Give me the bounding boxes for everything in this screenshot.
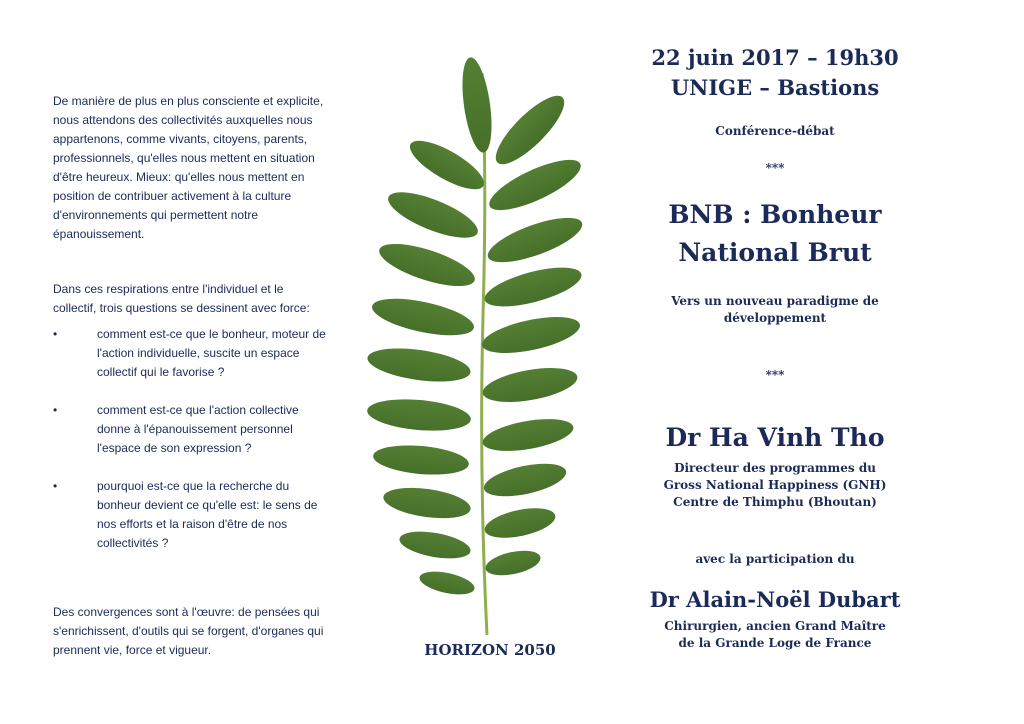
event-title	[620, 196, 930, 272]
questions-intro-paragraph: Dans ces respirations entre l'individuel et le collectif, trois questions se dessinent avec force:	[53, 282, 310, 315]
second-speaker-role-line-1: Chirurgien, ancien Grand Maître	[664, 619, 886, 633]
event-subtitle-line-2: développement	[723, 311, 827, 325]
separator-stars: ***	[765, 161, 785, 175]
speaker-role-line-3: Centre de Thimphu (Bhoutan)	[673, 495, 877, 509]
question-text-2: comment est-ce que l'action collective donne à l'épanouissement personnel l'espace de son expression ?	[97, 403, 299, 455]
speaker-role-line-1: Directeur des programmes du	[674, 461, 876, 475]
fern-leaf-icon	[355, 55, 585, 645]
participation-label: avec la participation du	[695, 552, 855, 566]
event-title-line-1: BNB : Bonheur	[668, 200, 882, 229]
question-text-3: pourquoi est-ce que la recherche du bonheur devient ce qu'elle est: le sens de nos efforts et la raison d'être de nos collectivités ?	[97, 479, 318, 550]
closing-paragraph: Des convergences sont à l'œuvre: de pensées qui s'enrichissent, d'outils qui se forgent, d'organes qui prennent vie, force et vigueur.	[53, 605, 324, 657]
event-type: Conférence-débat	[715, 124, 835, 138]
speaker-name: Dr Ha Vinh Tho	[665, 423, 885, 452]
event-subtitle-line-1: Vers un nouveau paradigme de	[671, 294, 879, 308]
bullet-marker: •	[53, 327, 58, 341]
event-subtitle	[620, 293, 930, 327]
event-date: 22 juin 2017 – 19h30	[651, 45, 899, 70]
bullet-marker: •	[53, 479, 58, 493]
bullet-marker: •	[53, 403, 58, 417]
event-title-line-2: National Brut	[678, 238, 872, 267]
separator-stars: ***	[765, 368, 785, 382]
horizon-label: HORIZON 2050	[424, 641, 556, 659]
speaker-role	[620, 460, 930, 511]
event-venue: UNIGE – Bastions	[670, 75, 880, 100]
speaker-role-line-2: Gross National Happiness (GNH)	[663, 478, 887, 492]
second-speaker-role	[620, 618, 930, 652]
question-text-1: comment est-ce que le bonheur, moteur de l'action individuelle, suscite un espace collectif qui le favorise ?	[97, 327, 326, 379]
intro-paragraph: De manière de plus en plus consciente et explicite, nous attendons des collectivités auxquelles nous appartenons, comme vivants, citoyens, parents, professionnels, qu'elles nous mettent en situation d'être heureux. Mieux: qu'elles nous mettent en position de contribuer activement à la culture d'environnements qui permettent notre épanouissement.	[53, 94, 324, 241]
second-speaker-role-line-2: de la Grande Loge de France	[678, 636, 872, 650]
second-speaker-name: Dr Alain-Noël Dubart	[649, 587, 901, 612]
